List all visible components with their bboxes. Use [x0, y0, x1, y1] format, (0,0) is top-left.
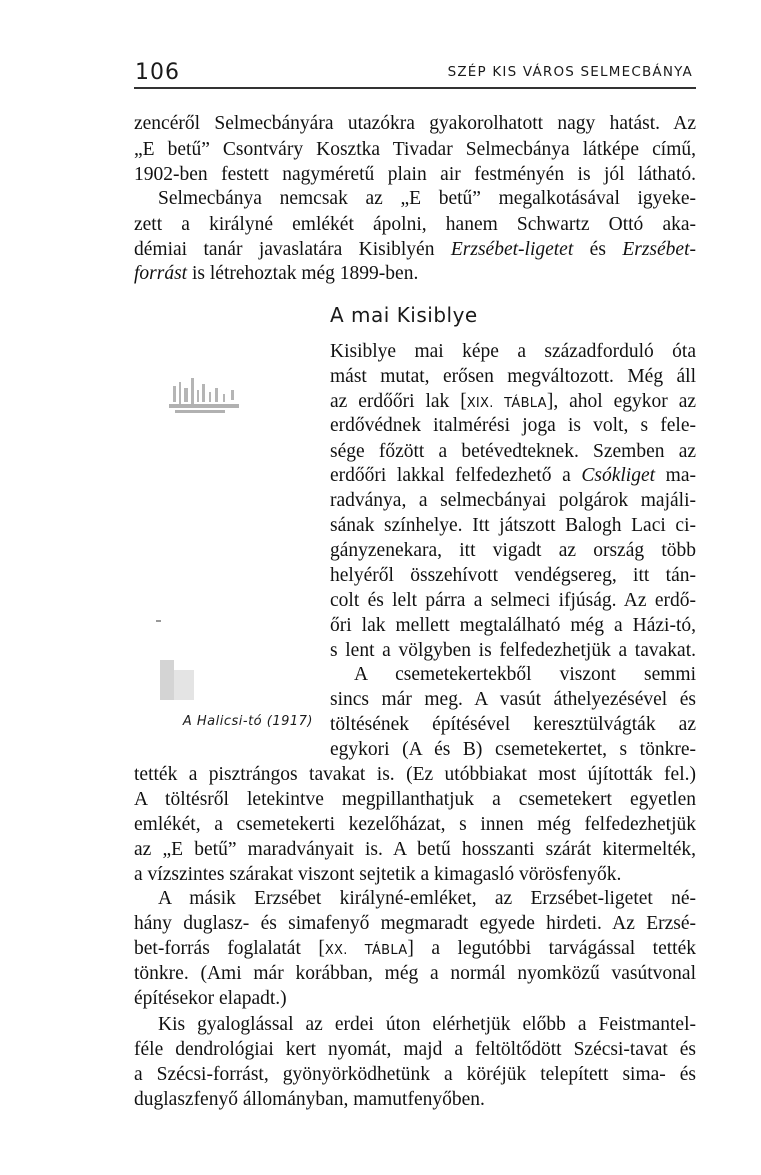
header-rule	[134, 87, 696, 89]
text-line: sincs már meg. A vasút áthelyezésével és	[330, 689, 696, 710]
text-line: tették a pisztrángos tavakat is. (Ez utóbbiakat most újították fel.)	[134, 764, 696, 785]
text-segment: is létrehoztak még 1899-ben.	[187, 263, 419, 284]
text-line: 1902-ben festett nagyméretű plain air festményén is jól látható.	[134, 164, 696, 185]
table-reference: XIX. TÁBLA	[466, 396, 547, 411]
text-line	[134, 261, 696, 287]
text-segment: ] a legutóbbi tarvágással tették	[407, 938, 696, 959]
text-segment: és	[573, 239, 623, 260]
text-segment: ], ahol egykor az	[546, 391, 697, 412]
text-line: egykori (A és B) csemetekertet, s tönkre-	[330, 739, 696, 760]
emphasis: forrást	[134, 263, 188, 284]
text-segment: erdőőri lakkal felfedezhető a	[330, 465, 582, 486]
text-line: erdővédnek italmérési joga is volt, s fele-	[330, 415, 696, 436]
running-title: SZÉP KIS VÁROS SELMECBÁNYA	[447, 64, 693, 80]
text-line	[134, 237, 696, 263]
text-line: emlékét, a csemetekerti kezelőházat, s innen még felfedezhetjük	[134, 814, 696, 835]
text-line: mást mutat, erősen megváltozott. Még áll	[330, 366, 696, 387]
text-line: Selmecbánya nemcsak az „E betű” megalkotásával igyeke-	[158, 188, 696, 209]
text-line: a vízszintes szárakat viszont sejtetik a kimagasló vörösfenyők.	[134, 864, 622, 885]
photo-fragment-dot	[156, 620, 161, 622]
text-line: sának színhelye. Itt játszott Balogh Laci ci-	[330, 515, 696, 536]
text-line: A másik Erzsébet királyné-emléket, az Erzsébet-ligetet né-	[158, 888, 696, 909]
text-line: töltésének építésével keresztülvágták az	[330, 714, 696, 735]
photo-fragment-top	[165, 368, 265, 428]
text-segment: az erdőőri lak [	[330, 391, 467, 412]
text-line: A csemetekertekből viszont semmi	[354, 664, 696, 685]
text-segment: démiai tanár javaslatára Kisiblyén	[134, 239, 451, 260]
text-line: A töltésről letekintve megpillanthatjuk a csemetekert egyetlen	[134, 789, 696, 810]
text-line	[134, 936, 696, 964]
text-line: colt és lelt párra a selmeci ifjúság. Az erdő-	[330, 590, 696, 611]
text-line: a Szécsi-forrást, gyönyörködhetünk a köréjük telepített sima- és	[134, 1064, 696, 1085]
photo-fragment-bottom-2	[174, 670, 194, 700]
text-line: Kisiblye mai képe a századforduló óta	[330, 341, 696, 362]
table-reference: XX. TÁBLA	[324, 943, 408, 958]
text-line: gányzenekara, itt vigadt az ország több	[330, 540, 696, 561]
emphasis: Erzsébet-	[622, 239, 696, 260]
emphasis: Erzsébet-ligetet	[450, 239, 574, 260]
text-line: radványa, a selmecbányai polgárok majáli-	[330, 490, 696, 511]
text-line: sége főzött a betévedteknek. Szemben az	[330, 441, 696, 462]
section-heading: A mai Kisiblye	[330, 303, 478, 327]
text-line: féle dendrológiai kert nyomát, majd a feltöltődött Szécsi-tavat és	[134, 1039, 696, 1060]
text-line: zencéről Selmecbányára utazókra gyakorolhatott nagy hatást. Az	[134, 113, 696, 134]
text-line: zett a királyné emlékét ápolni, hanem Schwartz Ottó aka-	[134, 214, 696, 235]
text-line: építésekor elapadt.)	[134, 988, 287, 1009]
text-line: őri lak mellett megtalálható még a Házi-tó,	[330, 615, 696, 636]
emphasis: Csókliget	[581, 465, 656, 486]
text-line: helyéről összehívott vendégsereg, itt tán-	[330, 565, 696, 586]
text-line: Kis gyaloglással az erdei úton elérhetjük előbb a Feistmantel-	[158, 1014, 696, 1035]
text-line: hány duglasz- és simafenyő megmaradt egyede hirdeti. Az Erzsé-	[134, 913, 696, 934]
text-line: tönkre. (Ami már korábban, még a normál nyomközű vasútvonal	[134, 963, 696, 984]
text-segment: ma-	[655, 465, 696, 486]
text-line	[330, 463, 696, 489]
text-line: az „E betű” maradványait is. A betű hosszanti szárát kitermelték,	[134, 839, 696, 860]
photo-caption: A Halicsi-tó (1917)	[182, 714, 313, 729]
page-number: 106	[135, 60, 180, 85]
text-segment: bet-forrás foglalatát [	[134, 938, 325, 959]
text-line: „E betű” Csontváry Kosztka Tivadar Selmecbánya látképe című,	[134, 139, 696, 160]
text-line: duglaszfenyő állományban, mamutfenyőben.	[134, 1089, 485, 1110]
text-line: s lent a völgyben is felfedezhetjük a tavakat.	[330, 640, 696, 661]
photo-fragment-bottom	[160, 660, 174, 700]
